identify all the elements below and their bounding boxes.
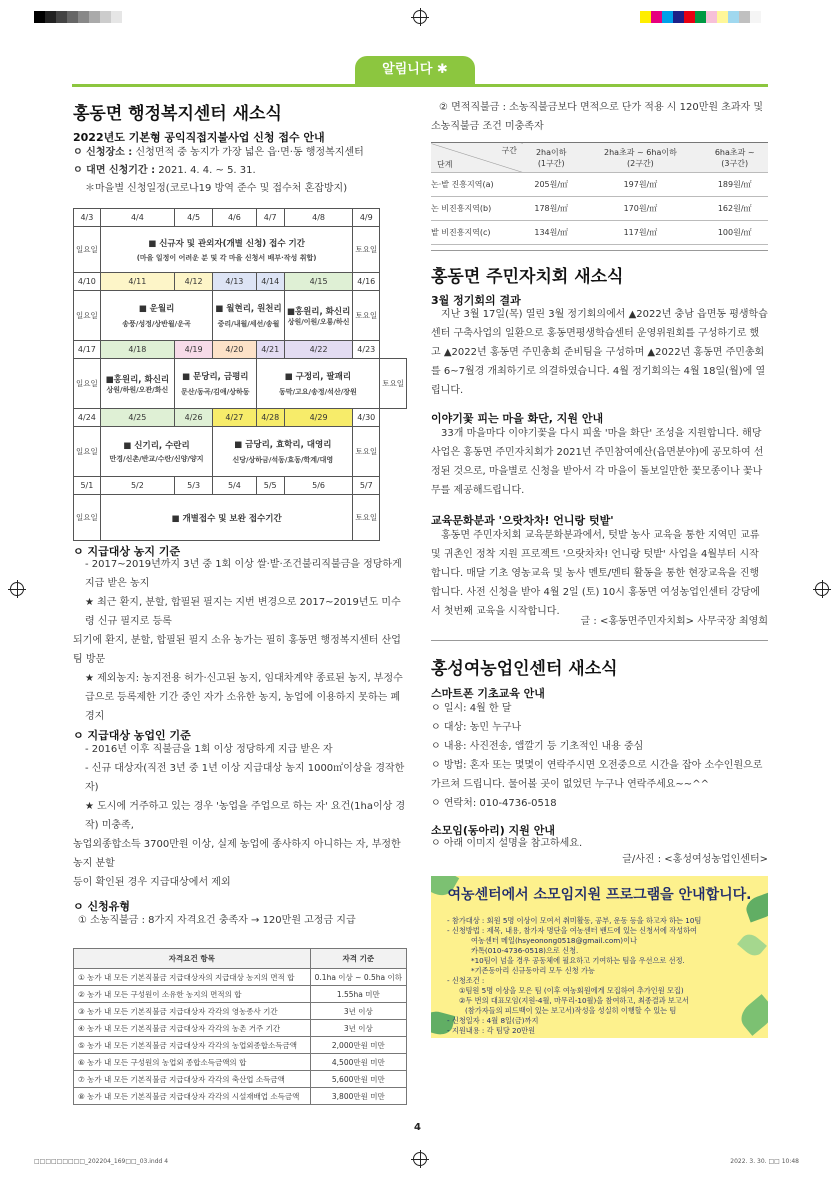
- section-tab-label: 알림니다: [382, 62, 433, 77]
- section-tab: [355, 56, 475, 84]
- rate-corner-top: 구간: [501, 146, 517, 155]
- place-line: ㅇ 신청장소 : 신청면적 중 농지가 가장 넓은 읍·면·동 행정복지센터: [73, 147, 364, 158]
- cal-date: 4/16: [353, 273, 380, 291]
- rate-corner: [431, 143, 523, 173]
- title-women-farmer-center: 홍성여농업인센터 새소식: [431, 659, 618, 679]
- cal-date: 4/27: [213, 409, 256, 427]
- qual-value: 1.55ha 미만: [310, 986, 406, 1003]
- qual-item: ⑤ 농가 내 모든 기본직불금 지급대상자 각각의 농업외종합소득금액: [74, 1037, 311, 1054]
- cal-saturday: 토요일: [353, 291, 380, 341]
- cal-event-title: ■ 운월리: [138, 304, 175, 314]
- list-item: ㅇ 내용: 사진전송, 앱깔기 등 기초적인 내용 중심: [431, 741, 644, 752]
- table-row: [74, 1037, 407, 1054]
- date-info: 2022. 3. 30. □□ 10:48: [730, 1158, 799, 1165]
- cal-sunday: 일요일: [74, 495, 101, 541]
- qual-value: 2,000만원 미만: [310, 1037, 406, 1054]
- type-title-text: 신청유형: [87, 900, 130, 913]
- farmer-criteria-p3: ★ 도시에 거주하고 있는 경우 '농업을 주업으로 하는 자' 요건(1ha이상 경작) 미충족,: [85, 801, 406, 831]
- cal-saturday: 토요일: [380, 359, 407, 409]
- club-program-poster: [431, 876, 768, 1038]
- qual-item: ① 농가 내 모든 기본직불금 지급대상자의 지급대상 농지의 면적 합: [74, 969, 311, 986]
- rate-value: 197원/㎡: [579, 173, 701, 197]
- cal-event-sub: 동막/고요/송정/석산/장원: [278, 388, 357, 396]
- place-text: 신청면적 중 농지가 가장 넓은 읍·면·동 행정복지센터: [135, 147, 364, 158]
- cal-date: 5/6: [284, 477, 353, 495]
- poster-title: 여농센터에서 소모임지원 프로그램을 안내합니다.: [447, 887, 752, 903]
- rate-col-header: [701, 143, 768, 173]
- cal-date: 4/28: [256, 409, 284, 427]
- registration-mark-right: [815, 582, 829, 596]
- poster-line: - 신청방법 : 제목, 내용, 참가자 명단을 여농센터 밴드에 있는 신청서에 작성하여: [447, 926, 697, 935]
- table-row: [74, 1054, 407, 1071]
- qual-value: 0.1ha 이상 ~ 0.5ha 이하: [310, 969, 406, 986]
- cal-date: 4/14: [256, 273, 284, 291]
- cal-saturday: 토요일: [353, 495, 380, 541]
- meeting-title: 3월 정기회의 결과: [431, 294, 521, 307]
- cal-event: [100, 427, 212, 477]
- farmer-criteria-title: ㅇ 지급대상 농업인 기준: [73, 729, 191, 742]
- cal-date: 4/13: [213, 273, 256, 291]
- cal-event-sub: 문산/동곡/김애/상하동: [181, 388, 250, 396]
- farm-criteria-p2: ★ 최근 환지, 분할, 합필된 필지는 지번 변경으로 2017~2019년도 미수령 신규 필지로 등록: [85, 597, 401, 627]
- cal-event-title: ■ 신규자 및 관외자(개별 신청) 접수 기간: [148, 238, 305, 249]
- cal-date: 4/24: [74, 409, 101, 427]
- table-row: [431, 197, 768, 221]
- cal-sunday: 일요일: [74, 427, 101, 477]
- leaf-decoration: [736, 994, 768, 1036]
- page-number: 4: [414, 1122, 421, 1133]
- grayscale-color-bar: [34, 11, 122, 23]
- cal-event-sub: 신당/상하금/석동/효동/학계/대영: [232, 456, 334, 464]
- qual-item: ⑧ 농가 내 모든 기본직불금 지급대상자 각각의 시설재배업 소득금액: [74, 1088, 311, 1105]
- poster-line: *10팀이 넘을 경우 공동체에 필요하고 기여하는 팀을 우선으로 선정.: [471, 956, 685, 965]
- rate-value: 205원/㎡: [523, 173, 579, 197]
- cal-sunday: 일요일: [74, 291, 101, 341]
- cal-event-title: ■ 월현리, 원천리: [215, 304, 282, 314]
- list-item: ㅇ 연락처: 010-4736-0518: [431, 798, 557, 809]
- poster-line: 여농센터 메일(hsyeonong0518@gmail.com)이나: [471, 936, 637, 945]
- rate-col-label: 2ha이하: [535, 147, 567, 157]
- club-body: ㅇ 아래 이미지 설명을 참고하세요.: [431, 838, 583, 849]
- cal-date: 4/29: [284, 409, 353, 427]
- cal-date: 5/2: [100, 477, 174, 495]
- cal-event-title: ■ 문당리, 금평리: [182, 372, 249, 382]
- rate-value: 162원/㎡: [701, 197, 768, 221]
- poster-line: (참가자들의 피드백이 있는 보고서)작성을 성실히 이행할 수 있는 팀: [465, 1006, 677, 1015]
- list-item: ㅇ 대상: 농민 누구나: [431, 722, 522, 733]
- place-label: 신청장소 :: [86, 147, 133, 158]
- flower-body: 33개 마을마다 이야기꽃을 다시 피울 '마을 화단' 조성을 지원합니다. 해당 사업은 홍동면 주민자치회가 2021년 주민참여예산(읍면분야)에 공모하여 선정된 것으로, 마을별로 신청을 받아서 각 마을이 돌보일만한 꽃모종이나 꽃나무를 제공해드립니다.: [431, 428, 764, 496]
- cal-event-sub: 송풍/성정/상반월/운곡: [122, 320, 191, 328]
- qual-header: 자격 기준: [310, 949, 406, 969]
- cal-event: [100, 227, 353, 273]
- rate-value: 134원/㎡: [523, 221, 579, 245]
- table-row: [431, 221, 768, 245]
- edu-body: 홍동면 주민자치회 교육문화분과에서, 텃밭 농사 교육을 통한 지역민 교류 및 귀촌인 정착 지원 프로젝트 '으랏차차! 언니랑 텃밭' 사업을 4월부터 시작합니다. 매달 기초 영농교육 및 농사 멘토/멘티 활동을 통한 현장교육을 진행합니다. 사전 신청을 받아 4월 2일 (토) 10시 홍동면 여성농업인센터 강당에서 첫번째 교육을 시작합니다.: [431, 530, 761, 617]
- cal-event: [256, 359, 380, 409]
- cal-date: 4/3: [74, 209, 101, 227]
- cal-date: 4/18: [100, 341, 174, 359]
- title-admin-center: 홍동면 행정복지센터 새소식: [73, 104, 282, 124]
- cal-event-title: ■ 구정리, 팔괘리: [284, 372, 352, 382]
- cal-event-sub: 중리/내월/세선/송월: [217, 320, 280, 328]
- area-payment-intro: ② 면적직불금 : 소농직불금보다 면적으로 단가 적용 시 120만원 초과자 및 소농직불금 조건 미충족자: [431, 102, 764, 132]
- table-row: [74, 1088, 407, 1105]
- table-row: [74, 1071, 407, 1088]
- header-rule: [72, 84, 768, 87]
- qual-header: 자격요건 항목: [74, 949, 311, 969]
- rate-col-sub: (3구간): [721, 158, 749, 168]
- cal-date: 4/25: [100, 409, 174, 427]
- phone-edu-list: [431, 699, 768, 813]
- qual-item: ③ 농가 내 모든 기본직불금 지급대상자 각각의 영농종사 기간: [74, 1003, 311, 1020]
- cal-event-sub: 상원/이원/오룡/하신: [287, 317, 350, 326]
- list-item: ㅇ 일시: 4월 한 달: [431, 703, 512, 714]
- section-divider: [431, 250, 768, 251]
- section-divider: [431, 640, 768, 641]
- qualification-table: [73, 948, 407, 1105]
- period-label: 대면 신청기간 :: [86, 165, 156, 176]
- cal-date: 4/21: [256, 341, 284, 359]
- cal-event-sub: (마을 일정이 어려운 분 및 각 마을 신청서 배부·작성 취합): [136, 253, 317, 262]
- cal-event: [213, 427, 353, 477]
- farm-criteria-p3: 되기에 환지, 분할, 합필된 필지 소유 농가는 필히 홍동면 행정복지센터 산업팀 방문: [73, 635, 401, 665]
- cal-saturday: 토요일: [353, 427, 380, 477]
- rate-col-sub: (1구간): [537, 158, 565, 168]
- rate-col-label: 6ha초과 ~: [714, 147, 755, 157]
- subtitle-direct-payment: 2022년도 기본형 공익직접지불사업 신청 접수 안내: [73, 131, 325, 144]
- meeting-body: 지난 3월 17일(목) 열린 3월 정기회의에서 ▲2022년 충남 읍면동 평생학습센터 구축사업의 일환으로 홍동면평생학습센터 운영위원회를 구성하기로 했고 ▲2022년 홍동면 주민총회 준비팀을 구성하며 ▲2022년 홍동면 주민총회를 6~7월경 개최하기로 의결하였습니다. 4월 정기회의는 4월 18일(월)에 열립니다.: [431, 309, 768, 396]
- type-title: ㅇ 신청유형: [73, 900, 130, 913]
- rate-value: 189원/㎡: [701, 173, 768, 197]
- farmer-criteria-p4: 농업외종합소득 3700만원 이상, 실제 농업에 종사하지 아니하는 자, 부정한 농지 분할: [73, 839, 401, 869]
- leaf-decoration: [737, 930, 767, 959]
- poster-line: - 신청조건 :: [447, 976, 485, 985]
- cal-date: 4/10: [74, 273, 101, 291]
- cal-date: 4/30: [353, 409, 380, 427]
- cal-date: 5/4: [213, 477, 256, 495]
- cal-date: 4/8: [284, 209, 353, 227]
- cal-date: 4/26: [174, 409, 212, 427]
- farmer-criteria-body: [73, 740, 407, 892]
- cal-date: 4/11: [100, 273, 174, 291]
- rate-row-label: 논 비진흥지역(b): [431, 197, 523, 221]
- table-row: [74, 1003, 407, 1020]
- cal-date: 4/6: [213, 209, 256, 227]
- rate-row-label: 밭 비진흥지역(c): [431, 221, 523, 245]
- rate-corner-bottom: 단계: [437, 160, 453, 169]
- rate-value: 100원/㎡: [701, 221, 768, 245]
- rate-col-header: [579, 143, 701, 173]
- table-row: [74, 1020, 407, 1037]
- rate-table: [431, 142, 768, 245]
- cal-date: 4/5: [174, 209, 212, 227]
- cal-date: 4/19: [174, 341, 212, 359]
- rate-value: 117원/㎡: [579, 221, 701, 245]
- farmer-criteria-p2: - 신규 대상자(직전 3년 중 1년 이상 지급대상 농지 1000㎡이상을 경작한 자): [85, 763, 405, 793]
- cal-date: 5/1: [74, 477, 101, 495]
- poster-line: - 지원내용 : 각 팀당 20만원: [447, 1026, 536, 1035]
- poster-line: *기존동아리 신규동아리 모두 신청 가능: [471, 966, 595, 975]
- list-item: ㅇ 방법: 혼자 또는 몇몇이 연락주시면 오전중으로 시간을 잡아 소수인원으로 가르쳐 드립니다. 물어볼 곳이 없었던 누구나 연락주세요~~^^: [431, 760, 763, 790]
- edu-signature: 글 : <홍동면주민자치회> 사무국장 최영희: [580, 616, 768, 627]
- cal-sunday: 일요일: [74, 359, 101, 409]
- rate-value: 178원/㎡: [523, 197, 579, 221]
- rate-col-sub: (2구간): [627, 158, 654, 168]
- edu-title: 교육문화분과 '으랏차차! 언니랑 텃밭': [431, 514, 614, 527]
- cal-event-title: ■ 신기리, 수란리: [123, 441, 190, 451]
- table-row: [74, 986, 407, 1003]
- type-small-farm: ① 소농직불금 : 8가지 자격요건 충족자 → 120만원 고정금 지급: [78, 915, 356, 926]
- table-row: [431, 173, 768, 197]
- cal-saturday: 토요일: [353, 227, 380, 273]
- cal-sunday: 일요일: [74, 227, 101, 273]
- poster-line: 카톡(010-4736-0518)으로 신청.: [471, 946, 579, 955]
- cal-event-title: ■홍원리, 화신리: [286, 306, 351, 317]
- cal-date: 4/7: [256, 209, 284, 227]
- qual-item: ④ 농가 내 모든 기본직불금 지급대상자 각각의 농촌 거주 기간: [74, 1020, 311, 1037]
- qual-value: 3년 이상: [310, 1003, 406, 1020]
- poster-line: - 참가대상 : 회원 5명 이상이 모여서 취미활동, 공부, 운동 등을 하고자 하는 10팀: [447, 916, 702, 925]
- cal-event: [284, 291, 353, 341]
- registration-mark-top: [413, 10, 427, 24]
- cal-date: 5/7: [353, 477, 380, 495]
- cal-event: [213, 291, 285, 341]
- cal-date: 4/23: [353, 341, 380, 359]
- cal-date: 4/20: [213, 341, 256, 359]
- village-note: ＊마을별 신청일정(코로나19 방역 준수 및 접수처 혼잡방지): [85, 183, 348, 194]
- poster-line: - 신청일자 : 4월 8일(금)까지: [447, 1016, 539, 1025]
- title-resident-council: 홍동면 주민자치회 새소식: [431, 267, 624, 287]
- qual-value: 5,600만원 미만: [310, 1071, 406, 1088]
- flower-title: 이야기꽃 피는 마을 화단, 지원 안내: [431, 412, 604, 425]
- club-signature: 글/사진 : <홍성여성농업인센터>: [622, 854, 768, 865]
- cal-date: 5/5: [256, 477, 284, 495]
- farm-criteria-title: ㅇ 지급대상 농지 기준: [73, 545, 181, 558]
- cal-date: 4/17: [74, 341, 101, 359]
- farm-criteria-title-text: 지급대상 농지 기준: [87, 545, 181, 558]
- farm-criteria-p4: ★ 제외농지: 농지전용 허가·신고된 농지, 임대차계약 종료된 농지, 부정수급으로 등록제한 기간 중인 자가 소유한 농지, 농업에 이용하지 못하는 폐경지: [85, 673, 403, 722]
- cal-date: 4/4: [100, 209, 174, 227]
- cmyk-color-bar: [640, 11, 772, 23]
- club-title: 소모임(동아리) 지원 안내: [431, 824, 555, 837]
- farm-criteria-body: [73, 555, 407, 726]
- cal-event: [100, 359, 174, 409]
- cal-event-sub: 만경/신촌/반교/수란/신양/양지: [109, 455, 204, 463]
- qual-value: 3년 이상: [310, 1020, 406, 1037]
- cal-event: [100, 291, 212, 341]
- cal-date: 4/15: [284, 273, 353, 291]
- qual-item: ② 농가 내 모든 구성원이 소유한 농지의 면적의 합: [74, 986, 311, 1003]
- phone-edu-title: 스마트폰 기초교육 안내: [431, 687, 545, 700]
- cal-date: 4/9: [353, 209, 380, 227]
- village-schedule-calendar: [73, 208, 407, 541]
- farm-criteria-p1: - 2017~2019년까지 3년 중 1회 이상 쌀·밭·조건불리직불금을 정당하게 지급 받은 농지: [85, 559, 402, 589]
- registration-mark-left: [10, 582, 24, 596]
- rate-value: 170원/㎡: [579, 197, 701, 221]
- cal-event: ■ 개별접수 및 보완 접수기간: [100, 495, 353, 541]
- poster-line: ①팀원 5명 이상을 모은 팀 (이후 여농회원에게 모집하여 추가인원 모집): [459, 986, 684, 995]
- farmer-criteria-p5: 등이 확인된 경우 지급대상에서 제외: [73, 877, 231, 888]
- farmer-criteria-p1: - 2016년 이후 직불금을 1회 이상 정당하게 지급 받은 자: [85, 744, 333, 755]
- cal-event-sub: 상원/하원/오관/화신: [106, 385, 169, 394]
- cal-date: 5/3: [174, 477, 212, 495]
- sparkle-icon: ✱: [436, 62, 448, 77]
- period-line: ㅇ 대면 신청기간 : 2021. 4. 4. ~ 5. 31.: [73, 165, 256, 176]
- registration-mark-bottom: [413, 1152, 427, 1166]
- cal-event: [174, 359, 256, 409]
- qual-value: 3,800만원 미만: [310, 1088, 406, 1105]
- farmer-criteria-title-text: 지급대상 농업인 기준: [87, 729, 191, 742]
- table-row: [74, 969, 407, 986]
- period-text: 2021. 4. 4. ~ 5. 31.: [158, 165, 256, 176]
- rate-row-label: 논·밭 진흥지역(a): [431, 173, 523, 197]
- qual-item: ⑦ 농가 내 모든 기본직불금 지급대상자 각각의 축산업 소득금액: [74, 1071, 311, 1088]
- cal-date: 4/22: [284, 341, 353, 359]
- cal-event-title: ■ 금당리, 효학리, 대영리: [234, 440, 332, 450]
- qual-value: 4,500만원 미만: [310, 1054, 406, 1071]
- rate-col-header: [523, 143, 579, 173]
- file-info: □□□□□□□□□_202204_169□□_03.indd 4: [34, 1158, 169, 1165]
- qual-item: ⑥ 농가 내 모든 구성원의 농업외 종합소득금액의 합: [74, 1054, 311, 1071]
- rate-col-label: 2ha초과 ~ 6ha이하: [604, 147, 677, 157]
- cal-event-title: ■홍원리, 화신리: [105, 374, 170, 385]
- cal-date: 4/12: [174, 273, 212, 291]
- poster-line: ②두 번의 대표모임(지원-4월, 마무리-10월)을 참여하고, 최종결과 보고서: [459, 996, 689, 1005]
